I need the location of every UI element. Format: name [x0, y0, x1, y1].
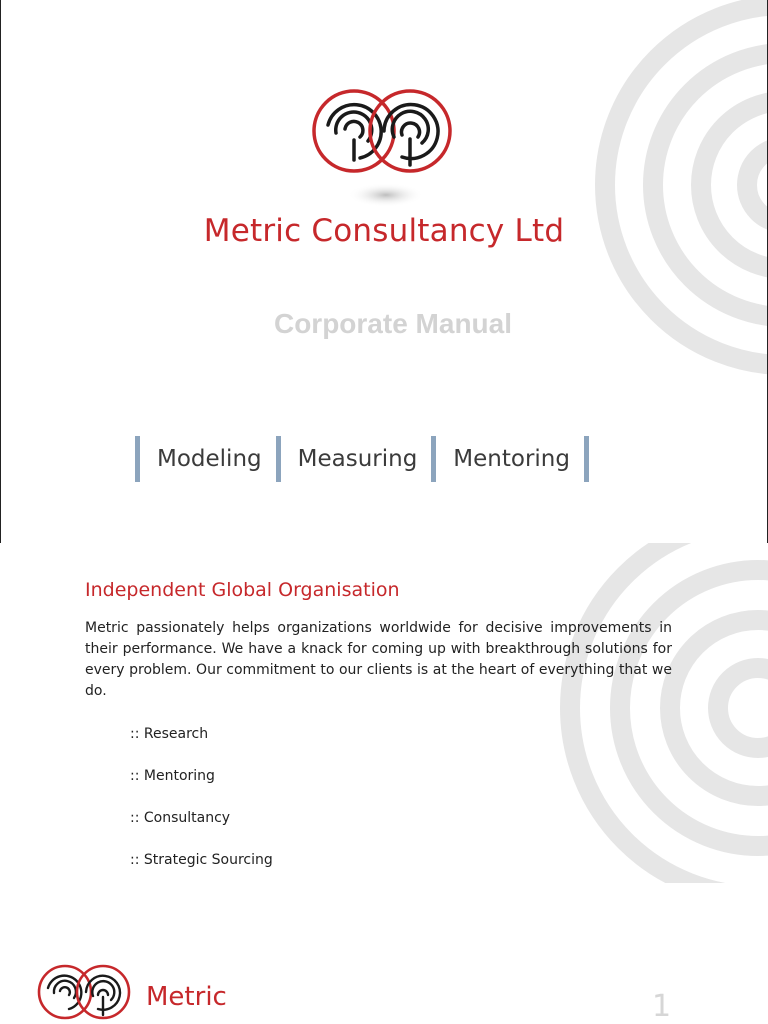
intro-paragraph: Metric passionately helps organizations worldwide for decisive improvements in their performance. We have a knack for coming up with breakthrough solutions for every problem. Our commitment to our clients is at the heart of everything that we do. — [85, 620, 672, 699]
services-list — [130, 723, 273, 891]
metric-logo-icon — [298, 85, 468, 215]
concentric-arc-watermark-icon — [530, 543, 768, 883]
footer-brand: Metric — [146, 982, 227, 1012]
pillar-separator — [584, 436, 589, 482]
service-item-consultancy: :: Consultancy — [130, 810, 231, 826]
section-title: Independent Global Organisation — [85, 579, 400, 601]
manual-title: Corporate Manual — [273, 308, 513, 339]
service-item-strategic-sourcing: :: Strategic Sourcing — [130, 852, 273, 868]
metric-logo-icon — [36, 963, 132, 1021]
pillar-measuring: Measuring — [297, 446, 418, 472]
pillars-bar — [135, 436, 589, 482]
pillar-mentoring: Mentoring — [453, 446, 570, 472]
page-number: 1 — [652, 989, 672, 1024]
service-item-mentoring: :: Mentoring — [130, 768, 215, 784]
content-slide — [0, 543, 768, 1024]
pillar-modeling: Modeling — [157, 446, 262, 472]
service-item-research: :: Research — [130, 726, 209, 742]
company-name: Metric Consultancy Ltd — [203, 213, 565, 249]
